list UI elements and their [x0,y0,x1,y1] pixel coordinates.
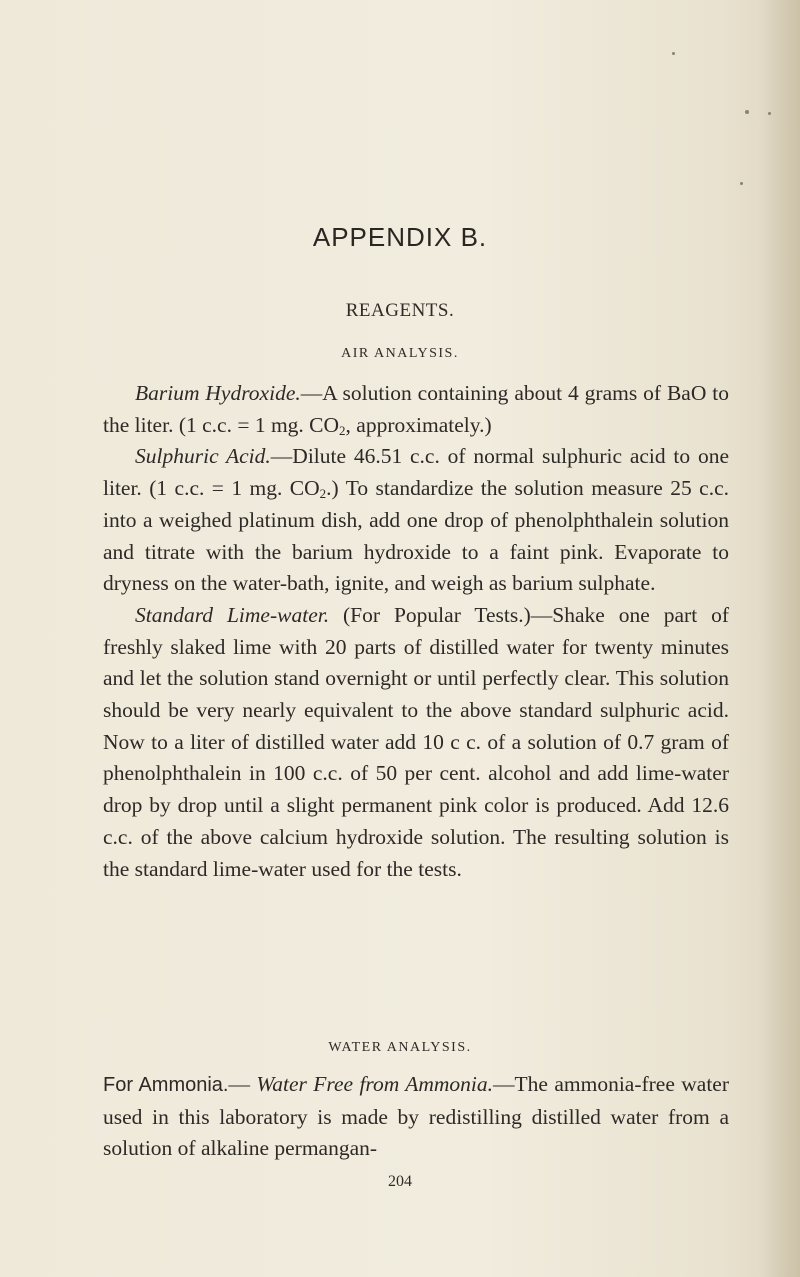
sulphuric-acid-term: Sulphuric Acid. [135,444,271,469]
lime-water-paragraph: Standard Lime-water. (For Popular Tests.)—Shake one part of freshly slaked lime with 20 parts of distilled water for twenty minutes and let the solution stand overnight or until perfectly clear. This solution should be very nearly equivalent to the above standard sulphuric acid. Now to a liter of distilled water add 10 c c. of a solution of 0.7 gram of phenolphthalein in 100 c.c. of 50 per cent. alcohol and add lime-water drop by drop until a slight permanent pink color is produced. Add 12.6 c.c. of the above calcium hydroxide solution. The resulting solution is the standard lime-water used for the tests. [103,602,729,881]
barium-hydroxide-paragraph: Barium Hydroxide.—A solution containing about 4 grams of BaO to the liter. (1 c.c. = 1 mg. $CO_2$, approximately.) [103,381,729,438]
paper-speck [745,110,749,114]
page-edge-shadow [760,0,800,1277]
sulphuric-acid-paragraph: Sulphuric Acid.—Dilute 46.51 c.c. of normal sulphuric acid to one liter. (1 c.c. = 1 mg. $CO_2$.) To standardize the solution measure 25 c.c. into a weighed platinum dish, add one drop of phenolphthalein solution and titrate with the barium hydroxide to a faint pink. Evaporate to dryness on the water-bath, ignite, and weigh as barium sulphate. [103,444,729,596]
air-analysis-body [103,378,729,885]
air-analysis-heading: AIR ANALYSIS. [341,346,459,361]
appendix-title: APPENDIX B. [312,222,488,252]
barium-hydroxide-term: Barium Hydroxide. [135,381,301,405]
lime-water-term: Standard Lime-water. [135,602,330,627]
ammonia-paragraph: For Ammonia.— Water Free from Ammonia.—The ammonia-free water used in this laboratory is made by redistilling distilled water from a solution of alkaline permangan- [103,1072,730,1161]
paper-speck [672,52,675,55]
water-analysis-body [103,1069,729,1165]
ammonia-lead: For Ammonia. [103,1074,229,1096]
page-number: 204 [388,1173,412,1190]
ammonia-free-water-term: Water Free from Ammonia. [256,1072,494,1096]
water-analysis-heading: WATER ANALYSIS. [328,1040,472,1055]
reagents-heading: REAGENTS. [345,300,455,321]
paper-speck [740,182,743,185]
paper-speck [768,112,771,115]
